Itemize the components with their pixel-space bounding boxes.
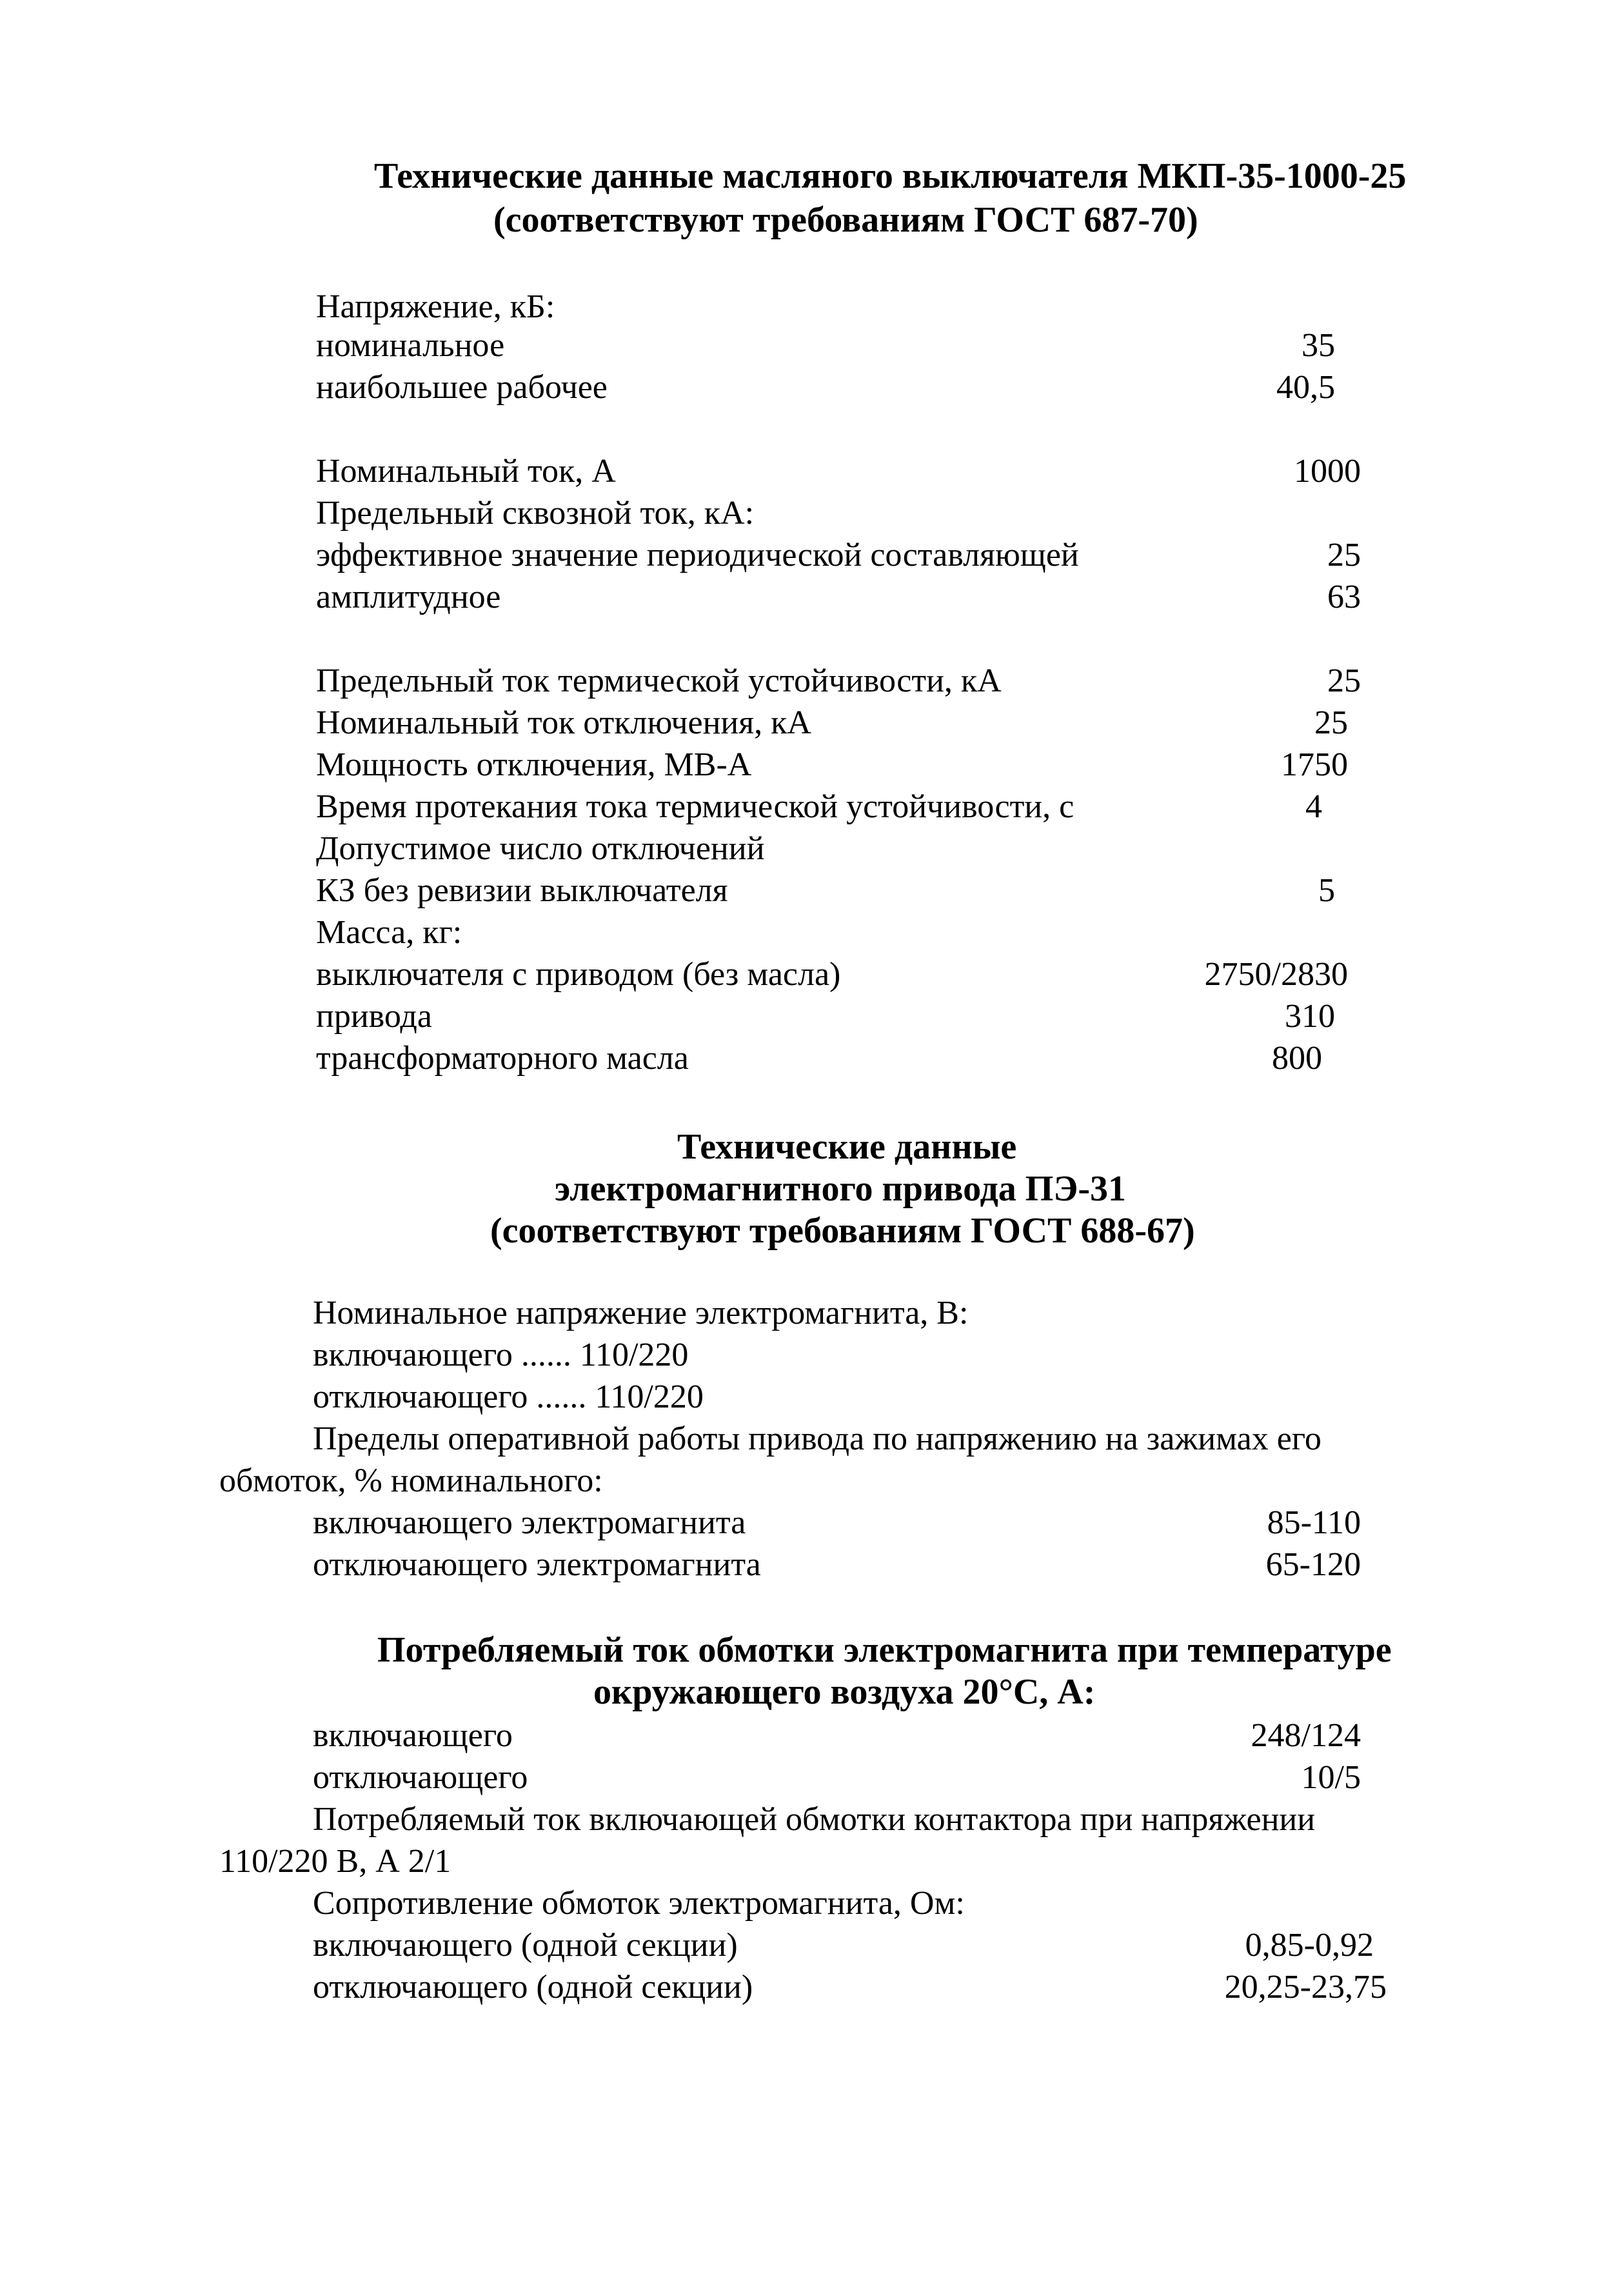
- spec-label: Мощность отключения, МВ-А: [316, 746, 752, 783]
- spec-label: Номинальный ток, А: [316, 453, 616, 490]
- spec-value: 65-120: [1265, 1546, 1361, 1583]
- spec-value: 85-110: [1267, 1504, 1361, 1541]
- spec-value: 248/124: [1251, 1717, 1361, 1754]
- section2-title-line3: (соответствуют требованиям ГОСТ 688-67): [490, 1211, 1195, 1251]
- spec-value: 1750: [1281, 746, 1348, 783]
- spec-value: 0,85-0,92: [1245, 1927, 1374, 1964]
- section1-title-line2: (соответствуют требованиям ГОСТ 687-70): [493, 200, 1198, 240]
- rated-voltage-heading: Номинальное напряжение электромагнита, В:: [313, 1295, 969, 1331]
- spec-value: 800: [1272, 1040, 1322, 1077]
- spec-label: выключателя с приводом (без масла): [316, 956, 841, 993]
- spec-label: отключающего (одной секции): [313, 1969, 753, 2005]
- spec-label: Допустимое число отключений: [316, 830, 765, 867]
- spec-label: трансформаторного масла: [316, 1040, 689, 1077]
- section3-title-line2: окружающего воздуха 20°С, А:: [593, 1672, 1096, 1712]
- spec-value: 5: [1318, 872, 1335, 909]
- section2-title-line2: электромагнитного привода ПЭ-31: [555, 1169, 1126, 1209]
- spec-label: КЗ без ревизии выключателя: [316, 872, 728, 909]
- spec-value: 1000: [1294, 453, 1361, 490]
- spec-value: 40,5: [1276, 369, 1335, 406]
- spec-label: эффективное значение периодической составляющей: [316, 537, 1079, 573]
- contactor-line2: 110/220 В, А 2/1: [219, 1843, 451, 1880]
- spec-value: 310: [1285, 998, 1335, 1035]
- spec-value: 20,25-23,75: [1224, 1969, 1387, 2005]
- spec-label: привода: [316, 998, 432, 1035]
- spec-label: Предельный ток термической устойчивости, кА: [316, 662, 1002, 699]
- spec-label: включающего (одной секции): [313, 1927, 738, 1964]
- spec-label: отключающего электромагнита: [313, 1546, 761, 1583]
- voltage-heading: Напряжение, кБ:: [316, 288, 555, 325]
- spec-label: амплитудное: [316, 579, 501, 615]
- contactor-line1: Потребляемый ток включающей обмотки контактора при напряжении: [313, 1801, 1316, 1838]
- spec-label: отключающего: [313, 1759, 528, 1796]
- spec-value: 10/5: [1301, 1759, 1361, 1796]
- resistance-heading: Сопротивление обмоток электромагнита, Ом:: [313, 1885, 965, 1922]
- spec-label: наибольшее рабочее: [316, 369, 608, 406]
- spec-label: Время протекания тока термической устойчивости, с: [316, 788, 1074, 825]
- spec-label: Номинальный ток отключения, кА: [316, 704, 811, 741]
- section1-title-line1: Технические данные масляного выключателя МКП-35-1000-25: [374, 156, 1407, 196]
- spec-label: включающего: [313, 1717, 513, 1754]
- spec-value: 63: [1327, 579, 1361, 615]
- limits-line1: Пределы оперативной работы привода по напряжению на зажимах его: [313, 1420, 1322, 1457]
- spec-label: включающего электромагнита: [313, 1504, 746, 1541]
- spec-value: 25: [1327, 537, 1361, 573]
- limits-line2: обмоток, % номинального:: [219, 1462, 603, 1499]
- spec-value: 35: [1302, 327, 1335, 364]
- spec-value: 25: [1314, 704, 1348, 741]
- spec-value: 4: [1305, 788, 1322, 825]
- spec-value: 25: [1327, 662, 1361, 699]
- mass-heading: Масса, кг:: [316, 914, 462, 951]
- section2-title-line1: Технические данные: [677, 1127, 1017, 1167]
- spec-label: номинальное: [316, 327, 505, 364]
- section3-title-line1: Потребляемый ток обмотки электромагнита при температуре: [377, 1630, 1392, 1670]
- closing-voltage: включающего ...... 110/220: [313, 1337, 689, 1373]
- opening-voltage: отключающего ...... 110/220: [313, 1378, 704, 1415]
- spec-value: 2750/2830: [1204, 956, 1348, 993]
- through-current-heading: Предельный сквозной ток, кА:: [316, 495, 755, 532]
